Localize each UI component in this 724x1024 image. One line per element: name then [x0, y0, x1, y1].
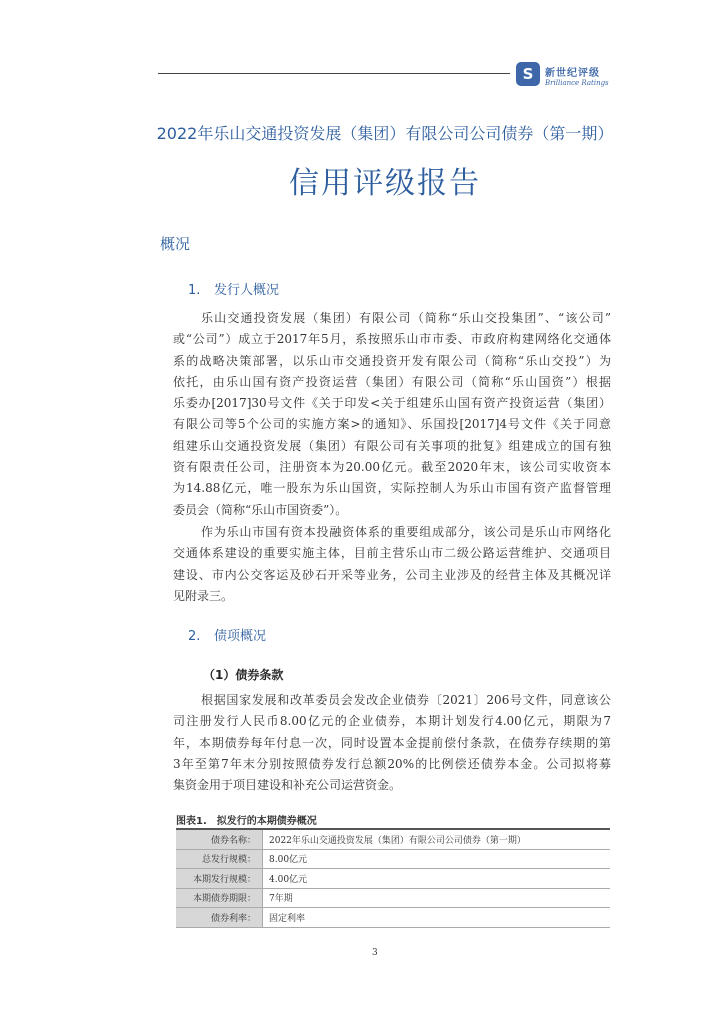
row-label: 债券名称： — [176, 829, 263, 849]
row-label: 本期债券期限： — [176, 888, 263, 908]
heading-bond-overview — [188, 625, 266, 644]
text-line: 组建乐山交通投资发展（集团）有限公司有关事项的批复》组建成立的国有独 — [173, 438, 611, 453]
text-line: 资有限责任公司，注册资本为20.00亿元。截至2020年末，该公司实收资本 — [173, 460, 611, 475]
text-line: 委员会（简称“乐山市国资委”）。 — [173, 502, 348, 517]
heading-text: 发行人概况 — [214, 283, 280, 298]
row-value: 4.00亿元 — [263, 869, 611, 889]
heading-number: 2. — [188, 629, 201, 644]
table-row — [176, 849, 610, 869]
logo-icon: S — [516, 62, 540, 86]
text-line: 作为乐山市国有资本投融资体系的重要组成部分，该公司是乐山市网络化 — [201, 525, 611, 539]
heading-issuer-overview — [188, 279, 279, 298]
heading-number: 1. — [188, 283, 201, 298]
table-row — [176, 888, 610, 908]
paragraph-bond-terms — [173, 690, 611, 796]
logo-english-name: Brilliance Ratings — [545, 79, 609, 87]
paragraph-issuer-intro — [173, 308, 611, 521]
logo-chinese-name: 新世纪评级 — [545, 68, 600, 79]
text-line: 见附录三。 — [173, 588, 234, 603]
brand-logo — [516, 62, 609, 92]
table-row — [176, 869, 610, 889]
page-number: 3 — [372, 948, 378, 958]
text-line: 建设、市内公交客运及砂石开采等业务，公司主业涉及的经营主体及其概况详 — [173, 567, 611, 582]
row-value: 2022年乐山交通投资发展（集团）有限公司公司债券（第一期） — [263, 829, 611, 849]
document-title: 2022年乐山交通投资发展（集团）有限公司公司债券（第一期） — [156, 124, 614, 143]
bond-summary-table — [176, 828, 610, 928]
row-value: 8.00亿元 — [263, 849, 611, 869]
text-line: 有限公司等5个公司的实施方案>的通知》、乐国投[2017]4号文件《关于同意 — [173, 417, 611, 432]
table-caption: 图表1. 拟发行的本期债券概况 — [176, 816, 317, 827]
text-line: 司注册发行人民币8.00亿元的企业债券，本期计划发行4.00亿元，期限为7 — [173, 714, 611, 729]
row-label: 债券利率： — [176, 908, 263, 928]
row-label: 总发行规模： — [176, 849, 263, 869]
text-line: 根据国家发展和改革委员会发改企业债券〔2021〕206号文件，同意该公 — [201, 693, 611, 707]
text-line: 依托，由乐山国有资产投资运营（集团）有限公司（简称“乐山国资”）根据 — [173, 374, 611, 389]
section-title: 概况 — [160, 235, 191, 253]
header-rule — [158, 73, 510, 74]
text-line: 年，本期债券每年付息一次，同时设置本金提前偿付条款，在债券存续期的第 — [173, 735, 611, 750]
row-value: 固定利率 — [263, 908, 611, 928]
row-value: 7年期 — [263, 888, 611, 908]
text-line: 系的战略决策部署，以乐山市交通投资开发有限公司（简称“乐山交投”）为 — [173, 353, 611, 368]
text-line: 交通体系建设的重要实施主体，目前主营乐山市二级公路运营维护、交通项目 — [173, 546, 611, 561]
row-label: 本期发行规模： — [176, 869, 263, 889]
table-row — [176, 829, 610, 849]
text-line: 3年至第7年末分别按照债券发行总额20%的比例偿还债券本金。公司拟将募 — [173, 756, 611, 771]
heading-bond-terms: （1）债券条款 — [203, 668, 284, 682]
document-subtitle: 信用评级报告 — [289, 166, 481, 201]
text-line: 集资金用于项目建设和补充公司运营资金。 — [173, 778, 402, 793]
text-line: 为14.88亿元，唯一股东为乐山国资，实际控制人为乐山市国有资产监督管理 — [173, 481, 611, 496]
paragraph-issuer-business — [173, 522, 611, 607]
text-line: 乐山交通投资发展（集团）有限公司（简称“乐山交投集团”、“该公司” — [201, 311, 611, 325]
table-row — [176, 908, 610, 928]
text-line: 乐委办[2017]30号文件《关于印发<关于组建乐山国有资产投资运营（集团） — [173, 396, 611, 411]
heading-text: 债项概况 — [214, 629, 267, 644]
text-line: 或“公司”）成立于2017年5月，系按照乐山市市委、市政府构建网络化交通体 — [173, 332, 611, 347]
